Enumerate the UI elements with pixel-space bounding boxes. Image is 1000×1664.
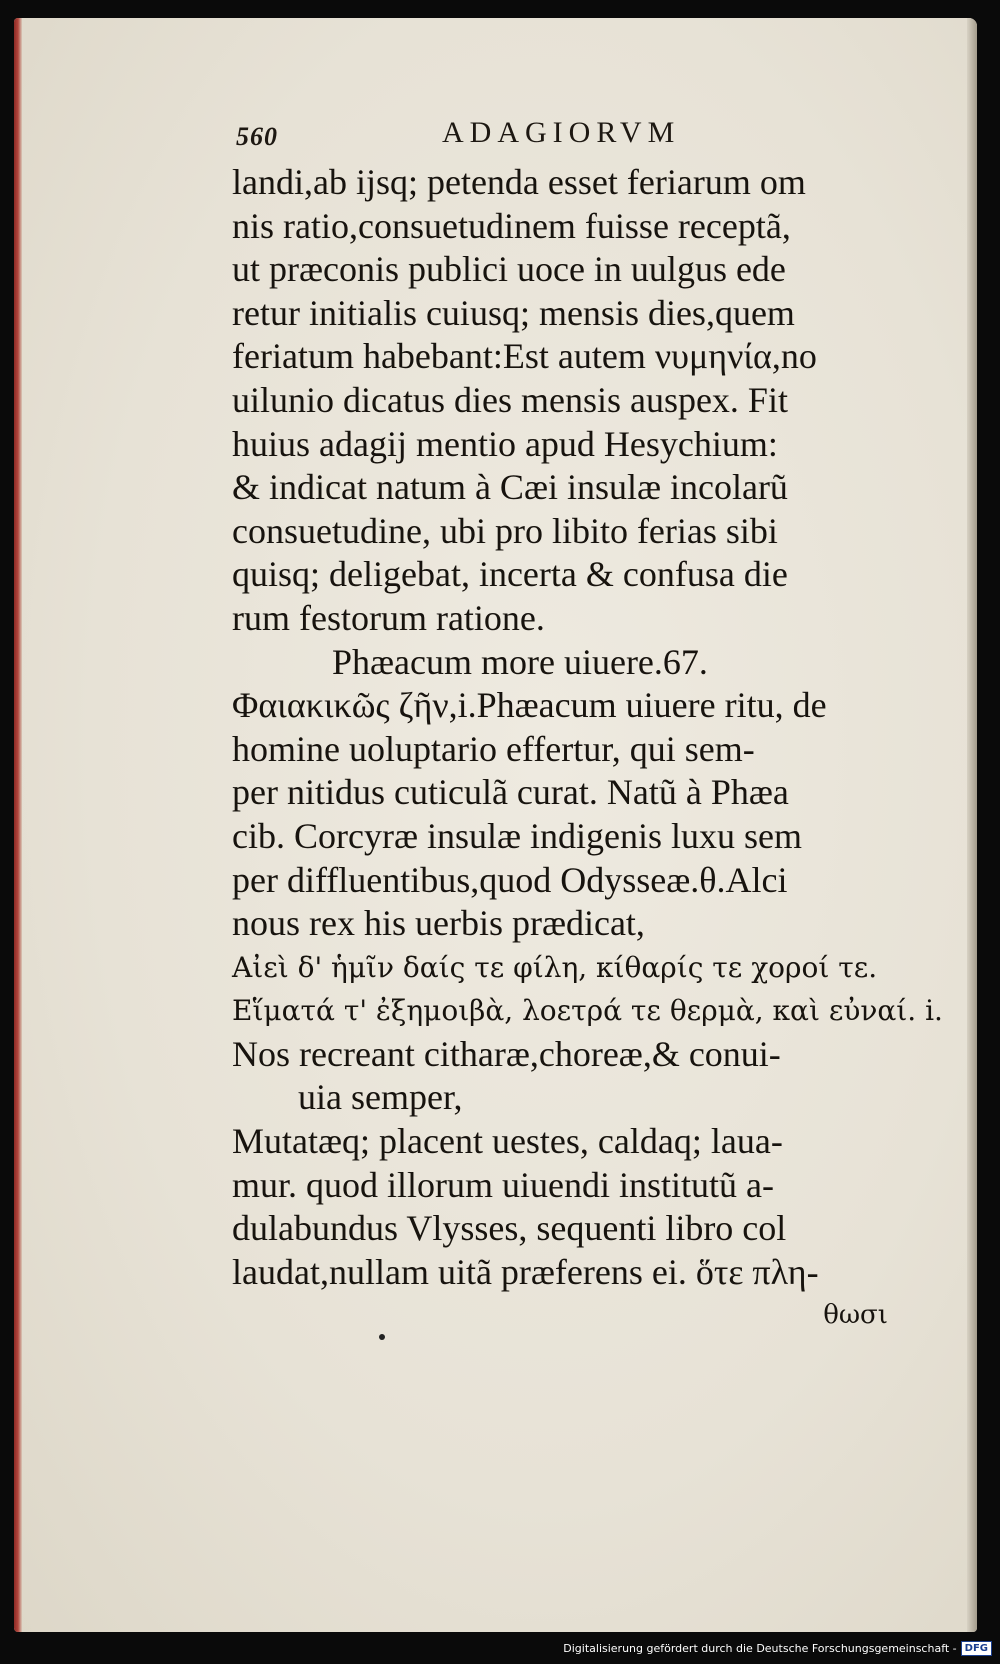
text-line: landi,ab ijsq; petenda esset feriarum om [232,162,806,202]
text-line: mur. quod illorum uiuendi institutũ a- [232,1164,774,1205]
text-line: feriatum habebant:Est autem νυμηνία,no [232,336,817,377]
dfg-logo-icon: DFG [961,1641,992,1656]
text-line: nis ratio,consuetudinem fuisse receptã, [232,205,791,246]
page-number: 560 [236,122,278,151]
catchword: θωσι [823,1300,888,1331]
text-line: homine uoluptario effertur, qui sem- [232,728,755,769]
text-line: cib. Corcyræ insulæ indigenis luxu sem [232,815,802,856]
main-text [232,161,943,1338]
text-line: dulabundus Vlysses, sequenti libro col [232,1208,787,1249]
signature-mark [379,1334,385,1340]
text-line: rum festorum ratione. [232,597,545,638]
book-page [14,18,977,1632]
text-line: nous rex his uerbis prædicat, [232,903,645,944]
text-line: uilunio dicatus dies mensis auspex. Fit [232,379,788,420]
latin-verse-line: Mutatæq; placent uestes, caldaq; laua- [232,1121,783,1162]
adage-title: Phæacum more uiuere.67. [332,641,708,682]
text-line: laudat,nullam uitã præferens ei. ὅτε πλη- [232,1251,819,1292]
text-line: huius adagij mentio apud Hesychium: [232,423,778,464]
latin-verse-line: uia semper, [298,1077,463,1118]
text-line: ut præconis publici uoce in uulgus ede [232,249,786,290]
running-head: ADAGIORVM [442,116,681,149]
text-line: quisq; deligebat, incerta & confusa die [232,554,788,595]
text-line: & indicat natum à Cæi insulæ incolarũ [232,467,788,508]
digitization-footer [563,1636,992,1660]
page-left-edge [14,18,22,1632]
greek-verse-line: Αἰεὶ δ' ἡμῖν δαίς τε φίλη, κίθαρίς τε χοροί τε. [232,950,878,984]
text-line: consuetudine, ubi pro libito ferias sibi [232,510,778,551]
text-line: per nitidus cuticulã curat. Natũ à Phæa [232,772,789,813]
footer-credit: Digitalisierung gefördert durch die Deutsche Forschungsgemeinschaft - [563,1641,957,1655]
page-header [14,116,977,160]
text-line: Φαιακικῶς ζῆν,i.Phæacum uiuere ritu, de [232,685,827,726]
text-line: retur initialis cuiusq; mensis dies,quem [232,292,795,333]
text-line: per diffluentibus,quod Odysseæ.θ.Alci [232,859,788,900]
greek-verse-line: Εἵματά τ' ἐξημοιβὰ, λοετρά τε θερμὰ, καὶ εὐναί. i. [232,994,943,1028]
page-right-edge [967,18,977,1632]
latin-verse-line: Nos recreant citharæ,choreæ,& conui- [232,1033,781,1074]
